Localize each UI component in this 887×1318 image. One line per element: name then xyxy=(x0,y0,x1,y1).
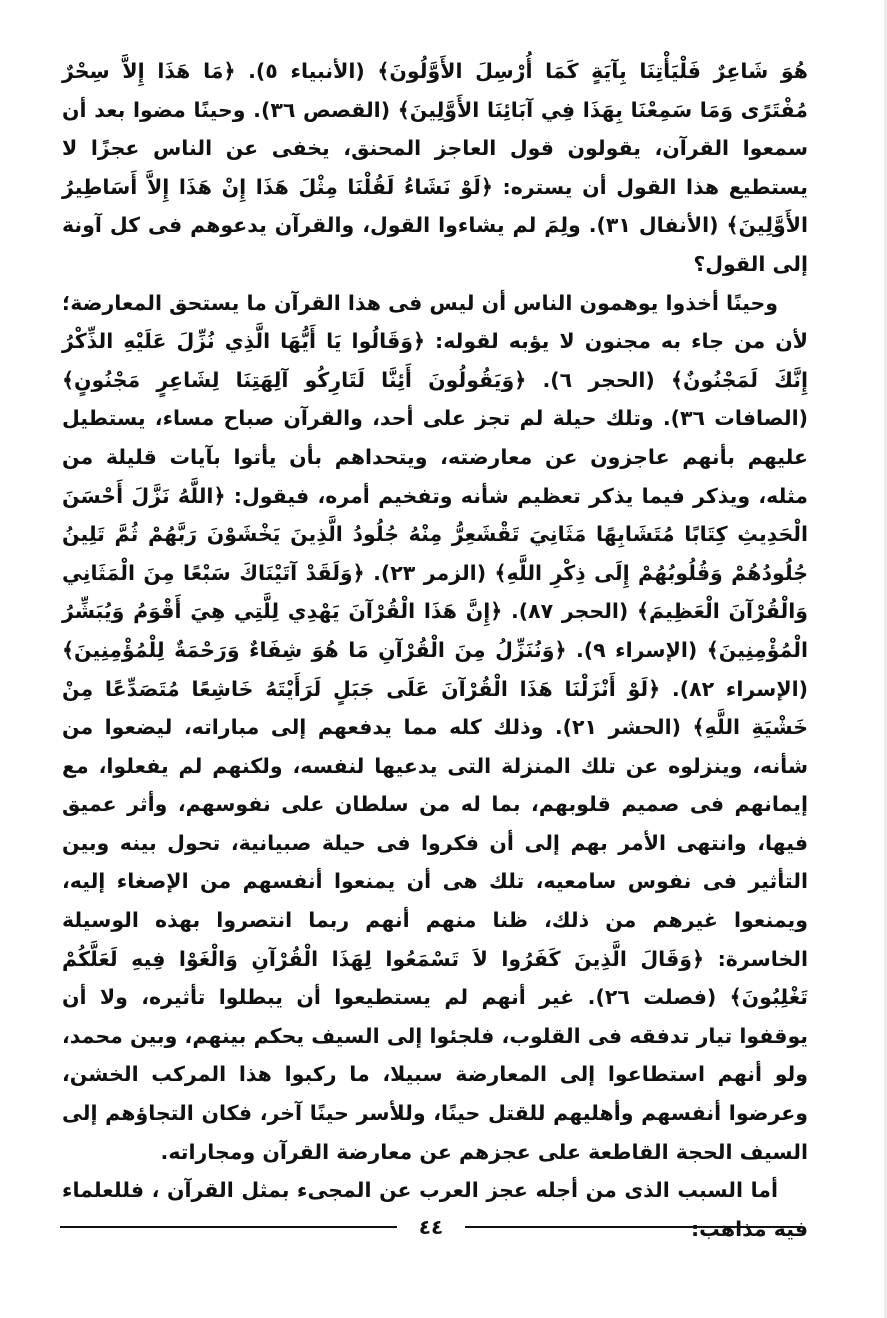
paragraph-1: هُوَ شَاعِرٌ فَلْيَأْتِنَا بِآيَةٍ كَمَا أُرْسِلَ الأَوَّلُونَ﴾ (الأنبياء ٥). ﴿مَا هَذَا إِلاَّ سِحْرٌ مُفْتَرًى وَمَا سَمِعْنَا بِهَذَا فِي آبَائِنَا الأَوَّلِينَ﴾ (القصص ٣٦). وحينًا مضوا بعد أن سمعوا القرآن، يقولون قول العاجز المحنق، يخفى عن الناس عجزًا لا يستطيع هذا القول أن يستره: ﴿لَوْ نَشَاءُ لَقُلْنَا مِثْلَ هَذَا إِنْ هَذَا إِلاَّ أَسَاطِيرُ الأَوَّلِينَ﴾ (الأنفال ٣١). ولِمَ لم يشاءوا القول، والقرآن يدعوهم فى كل آونة إلى القول؟ xyxy=(62,59,808,276)
page-number: ٤٤ xyxy=(418,1215,444,1239)
page-footer xyxy=(60,1212,802,1242)
footer-rule-right xyxy=(465,1226,802,1228)
footer-rule-left xyxy=(60,1226,397,1228)
paragraph-2: وحينًا أخذوا يوهمون الناس أن ليس فى هذا القرآن ما يستحق المعارضة؛ لأن من جاء به مجنون لا يؤبه لقوله: ﴿وَقَالُوا يَا أَيُّهَا الَّذِي نُزِّلَ عَلَيْهِ الذِّكْرُ إِنَّكَ لَمَجْنُونٌ﴾ (الحجر ٦). ﴿وَيَقُولُونَ أَئِنَّا لَتَارِكُو آلِهَتِنَا لِشَاعِرٍ مَجْنُونٍ﴾ (الصافات ٣٦). وتلك حيلة لم تجز على أحد، والقرآن صباح مساء، يستطيل عليهم بأنهم عاجزون عن معارضته، ويتحداهم بأن يأتوا بآيات قليلة من مثله، ويذكر فيما يذكر تعظيم شأنه وتفخيم أمره، فيقول: ﴿اللَّهُ نَزَّلَ أَحْسَنَ الْحَدِيثِ كِتَابًا مُتَشَابِهًا مَثَانِيَ تَقْشَعِرُّ مِنْهُ جُلُودُ الَّذِينَ يَخْشَوْنَ رَبَّهُمْ ثُمَّ تَلِينُ جُلُودُهُمْ وَقُلُوبُهُمْ إِلَى ذِكْرِ اللَّهِ﴾ (الزمر ٢٣). ﴿وَلَقَدْ آتَيْنَاكَ سَبْعًا مِنَ الْمَثَانِي وَالْقُرْآنَ الْعَظِيمَ﴾ (الحجر ٨٧). ﴿إِنَّ هَذَا الْقُرْآنَ يَهْدِي لِلَّتِي هِيَ أَقْوَمُ وَيُبَشِّرُ الْمُؤْمِنِينَ﴾ (الإسراء ٩). ﴿وَنُنَزِّلُ مِنَ الْقُرْآنِ مَا هُوَ شِفَاءٌ وَرَحْمَةٌ لِلْمُؤْمِنِينَ﴾ (الإسراء ٨٢). ﴿لَوْ أَنْزَلْنَا هَذَا الْقُرْآنَ عَلَى جَبَلٍ لَرَأَيْتَهُ خَاشِعًا مُتَصَدِّعًا مِنْ خَشْيَةِ اللَّهِ﴾ (الحشر ٢١). وذلك كله مما يدفعهم إلى مباراته، ليضعوا من شأنه، وينزلوه عن تلك المنزلة التى يدعيها لنفسه، ولكنهم لم يفعلوا، مع إيمانهم فى صميم قلوبهم، بما له من سلطان على نفوسهم، وأثر عميق فيها، وانتهى الأمر بهم إلى أن فكروا فى حيلة صبيانية، تحول بينه وبين التأثير فى نفوس سامعيه، تلك هى أن يمنعوا أنفسهم من الإصغاء إليه، ويمنعوا غيرهم من ذلك، ظنا منهم أنهم ربما انتصروا بهذه الوسيلة الخاسرة: ﴿وَقَالَ الَّذِينَ كَفَرُوا لاَ تَسْمَعُوا لِهَذَا الْقُرْآنِ وَالْغَوْا فِيهِ لَعَلَّكُمْ تَغْلِبُونَ﴾ (فصلت ٢٦). غير أنهم لم يستطيعوا أن يبطلوا تأثيره، ولا أن يوقفوا تيار تدفقه فى القلوب، فلجئوا إلى السيف يحكم بينهم، وبين محمد، ولو أنهم استطاعوا إلى المعارضة سبيلا، ما ركبوا هذا المركب الخشن، وعرضوا أنفسهم وأهليهم للقتل حينًا، وللأسر حينًا آخر، فكان التجاؤهم إلى السيف الحجة القاطعة على عجزهم عن معارضة القرآن ومجاراته. xyxy=(62,290,808,1164)
body-text xyxy=(62,52,808,1248)
paragraph-3: أما السبب الذى من أجله عجز العرب عن المجىء بمثل القرآن ، فللعلماء فيه مذاهب: xyxy=(62,1178,808,1241)
